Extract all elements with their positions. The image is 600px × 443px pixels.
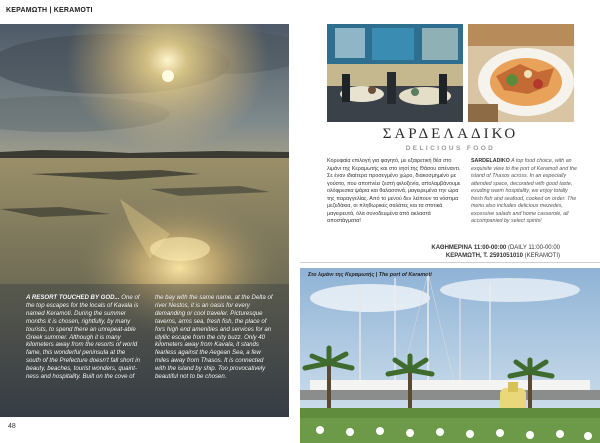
header-strip	[0, 0, 300, 24]
page-number: 48	[8, 423, 16, 430]
hours-english: (DAILY 11:00-00:00	[507, 245, 560, 251]
restaurant-description-english	[471, 158, 579, 226]
restaurant-subtitle: DELICIOUS FOOD	[405, 145, 496, 152]
caption-title: A RESORT TOUCHED BY GOD...	[26, 294, 120, 301]
magazine-section-title: ΚΕΡΑΜΩΤΗ | KERAMOTI	[6, 7, 93, 14]
caption-left-column	[26, 294, 140, 381]
description-en-lead: SARDELADIKO	[471, 158, 510, 164]
address-greek: ΚΕΡΑΜΩΤΗ, Τ. 2591051010	[445, 252, 523, 259]
address-line	[360, 253, 560, 261]
address-english: (KERAMOTI)	[524, 252, 560, 259]
hours-greek: ΚΑΘΗΜΕΡΙΝΑ 11:00-00:00	[431, 245, 507, 251]
description-en-body: A top food choice, with an exquisite view to the port of Keramoti and the island of Thasos across. In an especially attended space, decorated with good taste, exuding warm hospitality, we enjoy totally fresh fish and seafood, cooked on order. The menu also includes delicious mezedes, excessive salads and home casserole, all accompanied by select spirits!	[471, 158, 577, 224]
restaurant-description-greek: Κορυφαία επιλογή για φαγητό, με εξαιρετική θέα στο λιμάνι της Κεραμωτής και στο νησί της Θάσου απέναντι. Σε έναν ιδιαίτερα προσεγμένο χώρο, διακοσμημένο με γούστο, που αποπνέει ζεστή φιλοξενία, απολαμβάνουμε ολόφρεσκα ψάρια και θαλασσινά, μαγειρεμένα την ώρα της παραγγελίας. Από το μενού δεν λείπουν τα νόστιμα μεζεδάκια, οι πληθωρικές σαλάτες και τα σπιτικά μαγειρευτά, όλα συνοδευμένα από ακλαστά αποστάγματα!	[327, 158, 461, 224]
seafood-dish-photo	[468, 24, 574, 122]
opening-hours	[360, 245, 560, 260]
hours-line	[360, 245, 560, 253]
caption-left-body: One of the top escapes for the locals of Kavala is named Keramoti. During the summer months it is chosen, rightfully, by many tourists, to spend there an unrepeat-able Greek summer. Although it is many kilometers away from the resorts of world fame, this wonderful peninsula at the south of the Prefecture doesn't fall short in beauty, beaches, tourist wonders, quaint-ness and hospitality. Built on the cove of	[26, 294, 140, 381]
marina-caption: Στο λιμάνι της Κεραμωτής | The port of Keramoti	[308, 272, 432, 278]
section-divider	[300, 262, 600, 263]
restaurant-name: ΣΑΡΔΕΛΑΔΙΚΟ	[382, 126, 519, 142]
marina-photo	[300, 268, 600, 443]
caption-right-column: the bay with the same name, at the Delta of river Nestos, it is an oasis for every demanding or cool traveler. Picturesque taverns, arms sea, fresh fish, the place of fors high end amenities and services for an idyllic escape from the city buzz. Only 40 kilometers away from Kavala, it stands fearless against the Aegean Sea, a few miles away from Thasos. It is connected with the island by ship. Too provocatively beautiful not to be chosen.	[155, 294, 273, 381]
restaurant-interior-photo	[327, 24, 463, 122]
